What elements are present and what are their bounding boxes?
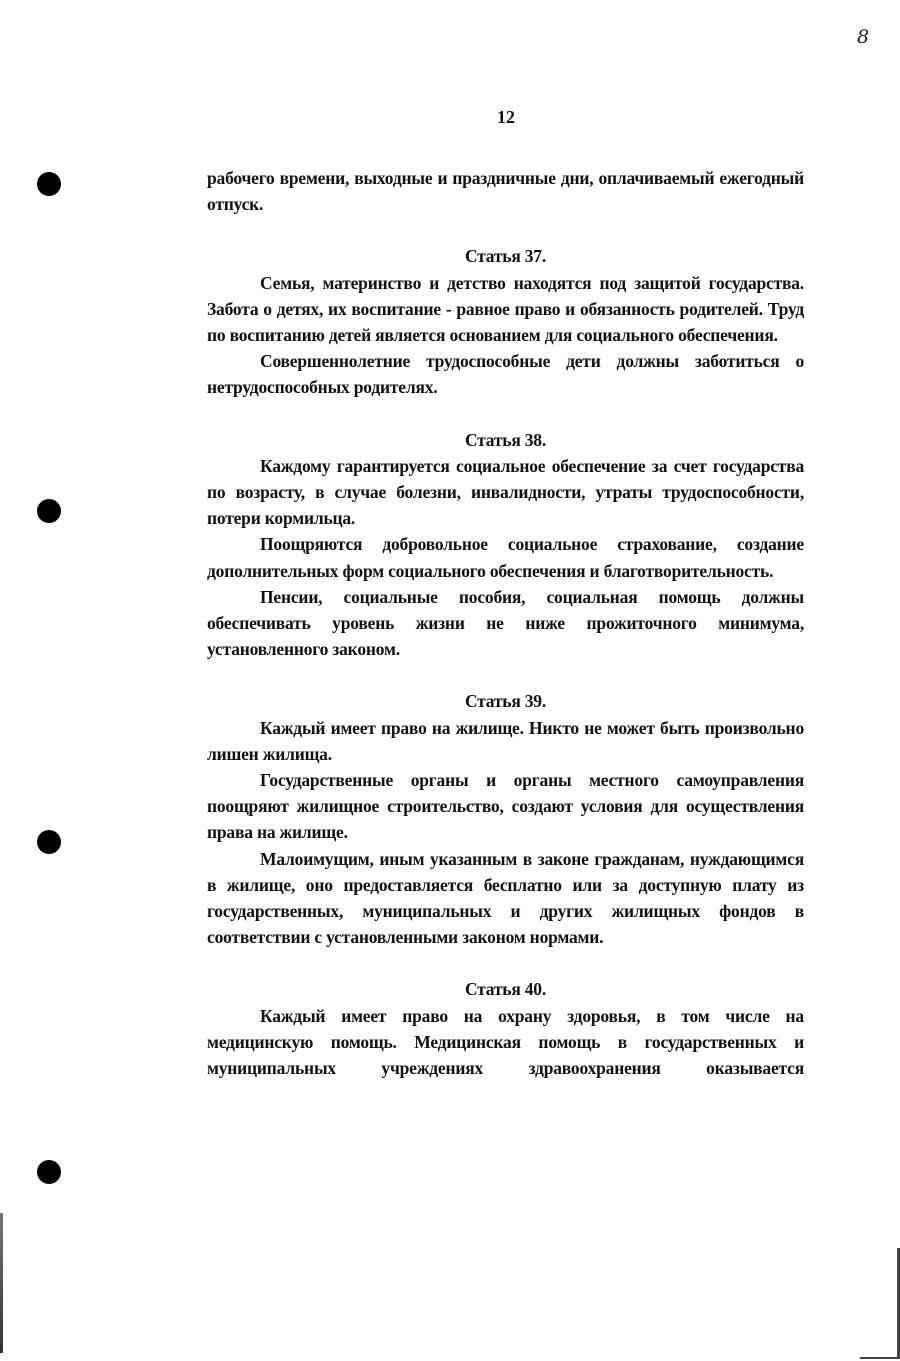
article-title: Статья 40. xyxy=(464,979,547,1000)
article-paragraph: Семья, материнство и детство находятся под защитой государства. Забота о детях, их воспитание - равное право и обязанность родителей. Труд по воспитанию детей является основанием для социального обеспечения. xyxy=(207,272,804,346)
continuation-paragraph: рабочего времени, выходные и праздничные дни, оплачиваемый ежегодный отпуск. xyxy=(207,168,804,215)
article-paragraph: Каждый имеет право на охрану здоровья, в том числе на медицинскую помощь. Медицинская помощь в государственных и муниципальных учреждениях здравоохранения оказывается xyxy=(207,1005,804,1079)
article-40 xyxy=(207,976,804,1081)
handwritten-sheet-number: 8 xyxy=(857,26,870,48)
scan-edge-bottom xyxy=(860,1357,900,1359)
article-title: Статья 37. xyxy=(464,246,547,267)
article-39 xyxy=(207,688,804,950)
article-paragraph: Малоимущим, иным указанным в законе гражданам, нуждающимся в жилище, оно предоставляется бесплатно или за доступную плату из государственных, муниципальных и других жилищных фондов в соответствии с установленными законом нормами. xyxy=(207,848,804,948)
punch-hole xyxy=(37,499,61,523)
punch-hole xyxy=(37,830,61,854)
article-title: Статья 39. xyxy=(464,691,547,712)
article-paragraph: Пенсии, социальные пособия, социальная помощь должны обеспечивать уровень жизни не ниже прожиточного минимума, установленного законом. xyxy=(207,586,804,660)
punch-hole xyxy=(37,1160,61,1184)
article-paragraph: Каждый имеет право на жилище. Никто не может быть произвольно лишен жилища. xyxy=(207,717,804,764)
punch-hole xyxy=(37,172,61,196)
page-number: 12 xyxy=(497,107,515,127)
article-38 xyxy=(207,427,804,663)
article-37 xyxy=(207,243,804,400)
document-body xyxy=(207,165,804,1081)
scan-edge-left xyxy=(0,1213,3,1353)
article-paragraph: Каждому гарантируется социальное обеспечение за счет государства по возрасту, в случае болезни, инвалидности, утраты трудоспособности, потери кормильца. xyxy=(207,455,804,529)
article-title: Статья 38. xyxy=(464,429,547,450)
article-paragraph: Поощряются добровольное социальное страхование, создание дополнительных форм социального обеспечения и благотворительность. xyxy=(207,534,804,581)
article-paragraph: Совершеннолетние трудоспособные дети должны заботиться о нетрудоспособных родителях. xyxy=(207,351,804,398)
article-paragraph: Государственные органы и органы местного самоуправления поощряют жилищное строительство, создают условия для осуществления права на жилище. xyxy=(207,770,804,843)
